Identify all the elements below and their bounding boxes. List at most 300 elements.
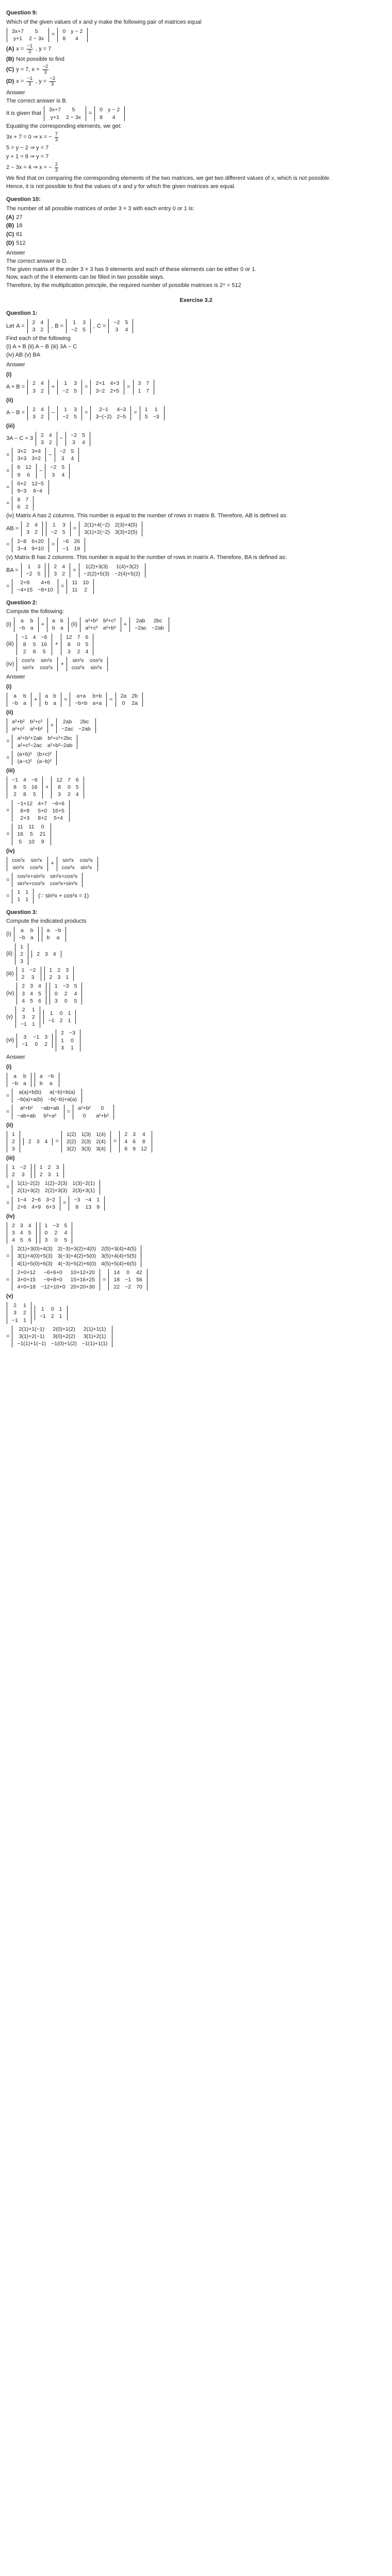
expression <box>6 496 34 511</box>
matrix-cell: −2 <box>29 967 36 974</box>
matrix <box>12 480 48 495</box>
question-9-title: Question 9: <box>6 10 38 16</box>
matrix-cell: cos²x <box>40 665 53 671</box>
expression <box>6 480 50 495</box>
matrix <box>7 28 49 42</box>
expression <box>6 162 59 173</box>
math-text: y + 1 = 8 ⇒ y = 7 <box>6 154 49 160</box>
matrix-cell: (b+c)² <box>37 751 52 757</box>
matrix-cell: 6 <box>38 997 41 1004</box>
math-text: = <box>6 500 10 506</box>
matrix-cell: 2 <box>20 951 24 957</box>
matrix-cell: 2ab <box>136 618 145 624</box>
matrix <box>35 1073 59 1087</box>
matrix-cell: −2 <box>125 1284 132 1291</box>
expression <box>6 521 143 536</box>
matrix-cell: 3+0+15 <box>17 1277 36 1283</box>
math-text: = <box>6 807 10 814</box>
matrix <box>12 448 46 462</box>
matrix-cell: 7 <box>67 777 71 784</box>
math-text: = <box>55 1138 59 1145</box>
matrix-cell: −2 <box>71 432 77 438</box>
matrix-cell: 1 <box>68 1010 71 1017</box>
matrix-cell: −b <box>47 1073 54 1079</box>
math-text: = <box>6 831 10 837</box>
matrix-cell: 8 <box>13 784 17 791</box>
expression <box>6 889 89 903</box>
matrix-cell: 2 <box>12 1138 15 1145</box>
expression <box>6 718 96 733</box>
part-ii: (ii) <box>6 709 13 716</box>
matrix-cell: 1 <box>44 1222 48 1229</box>
matrix-cell: 5 <box>74 983 77 990</box>
expression <box>6 1326 113 1348</box>
matrix <box>7 1164 31 1178</box>
matrix-cell: 3 <box>22 990 25 997</box>
matrix-cell: −3 <box>53 1222 59 1229</box>
fraction <box>42 64 49 75</box>
math-text: = <box>6 541 10 548</box>
matrix-cell: 1(4)+3(2) <box>116 563 139 570</box>
expression <box>6 1105 115 1119</box>
option-label: (D) <box>6 78 14 84</box>
matrix-cell: 3(1)+2(−2) <box>84 529 110 536</box>
matrix <box>79 563 145 578</box>
matrix-cell: 2 <box>64 990 68 997</box>
matrix <box>7 1073 31 1087</box>
expression <box>6 617 170 632</box>
matrix-cell: 2 <box>57 967 61 974</box>
math-text: = <box>127 384 130 391</box>
matrix-cell: 2 <box>49 974 53 981</box>
matrix-cell: 3 <box>54 570 57 577</box>
q3-v <box>6 1006 386 1028</box>
option-text <box>16 44 51 55</box>
matrix-cell: 5 <box>75 784 79 791</box>
matrix <box>119 1131 152 1153</box>
math-text: (iii) <box>6 970 14 977</box>
matrix-cell: −2 <box>51 529 57 536</box>
matrix-cell: b²+a² <box>43 1112 57 1119</box>
matrix-cell: 3 <box>22 1014 25 1021</box>
matrix-cell: 9 <box>96 1204 100 1210</box>
matrix-cell: 1(2)+3(3) <box>85 563 108 570</box>
expression <box>6 563 146 578</box>
matrix <box>12 464 37 478</box>
matrix-cell: −3 <box>153 413 159 420</box>
matrix-cell: 11 <box>17 824 23 831</box>
math-text: = <box>73 567 76 573</box>
expression <box>6 319 134 333</box>
math-text: − <box>39 468 43 474</box>
fraction <box>49 76 56 87</box>
expression <box>6 1073 60 1087</box>
matrix-cell: 5 <box>144 413 148 420</box>
matrix-cell: sin²x <box>80 864 92 871</box>
matrix <box>73 1105 114 1119</box>
given-equation <box>6 106 386 121</box>
part-i: (i) <box>6 684 12 690</box>
matrix-cell: 2bc <box>80 719 89 725</box>
math-text: (iv) <box>6 990 14 997</box>
matrix-cell: 5+4 <box>54 815 63 821</box>
q3-ans-i-1 <box>6 1073 386 1087</box>
matrix <box>35 1164 64 1178</box>
numerator: −1 <box>27 75 33 81</box>
matrix <box>90 406 131 420</box>
question-10-text: The number of all possible matrices of order 3 × 3 with each entry 0 or 1 is: <box>6 205 194 212</box>
matrix-cell: b+b <box>92 693 102 700</box>
matrix-cell: a²+c² <box>85 625 98 632</box>
denominator: 3 <box>55 137 58 143</box>
matrix-cell: 0 <box>54 1237 58 1244</box>
matrix-cell: 1−4 <box>17 1196 27 1203</box>
matrix-cell: −6 <box>41 634 47 640</box>
matrix-cell: 3(−3)+4(2)+5(0) <box>57 1253 96 1260</box>
q3-ii <box>6 943 386 965</box>
expression <box>6 132 59 143</box>
matrix-cell: (a+b)² <box>17 751 32 757</box>
matrix-cell: 1 <box>21 967 25 974</box>
matrix-cell: 4 <box>75 791 79 798</box>
matrix-cell: 4 <box>142 1131 145 1138</box>
math-text: = <box>6 892 10 899</box>
matrix-cell: 3 <box>31 974 35 981</box>
matrix <box>48 563 70 578</box>
matrix-cell: 1 <box>138 387 141 394</box>
matrix-cell: 1 <box>96 1196 100 1203</box>
math-text: (v) <box>6 1013 13 1020</box>
matrix-cell: 9 <box>17 471 21 478</box>
matrix-cell: 5+0 <box>38 807 47 814</box>
matrix-cell: 3 <box>66 967 69 974</box>
matrix-cell: 0 <box>44 1229 48 1236</box>
matrix-cell: a <box>53 700 56 707</box>
expression <box>6 1196 105 1211</box>
math-text: = <box>51 541 55 548</box>
expression <box>6 448 79 462</box>
matrix <box>12 823 51 845</box>
scalar-4 <box>6 480 386 495</box>
matrix-cell: 3×2 <box>31 455 41 462</box>
q2-ans-iii-2 <box>6 800 386 822</box>
option-2 <box>6 231 386 239</box>
matrix-cell: sin²x <box>22 665 34 671</box>
matrix-cell: 7 <box>146 380 150 387</box>
matrix-cell: 2 <box>47 1164 51 1171</box>
matrix-cell: sin²x <box>12 864 24 871</box>
matrix <box>35 1306 68 1320</box>
matrix-cell: 3−(−2) <box>95 413 112 420</box>
matrix-cell: 2+6 <box>17 1204 27 1210</box>
matrix-cell: cos²x <box>79 857 93 863</box>
question-9-equation <box>6 28 386 42</box>
matrix-cell: 1 <box>68 1018 71 1024</box>
matrix-cell: −6+6+0 <box>43 1269 62 1276</box>
matrix-cell: 2 <box>23 648 26 655</box>
q3-iv <box>6 982 386 1005</box>
correct-answer: The correct answer is D. <box>6 258 68 264</box>
matrix-cell: 1 <box>64 406 68 413</box>
matrix-cell: 3 <box>62 522 66 529</box>
math-text: 2 − 3x = 4 ⇒ x = − <box>6 164 52 171</box>
matrix-cell: a <box>49 1080 53 1087</box>
matrix-cell: 1 <box>49 967 53 974</box>
matrix <box>50 982 83 1005</box>
matrix-cell: 0 <box>101 1105 104 1112</box>
matrix <box>31 951 61 958</box>
matrix-cell: 1 <box>23 1317 26 1324</box>
matrix-cell: 3 <box>57 974 61 981</box>
matrix-cell: 4 <box>12 1237 15 1244</box>
scalar-5 <box>6 496 386 511</box>
expression <box>6 1222 73 1244</box>
math-text: (ii) <box>71 621 77 628</box>
matrix-cell: 3 <box>72 439 76 446</box>
matrix-cell: −9+8+0 <box>43 1277 62 1283</box>
matrix <box>44 967 74 981</box>
expression <box>6 692 143 707</box>
find-text: Find each of the following <box>6 335 71 342</box>
matrix <box>129 617 169 632</box>
matrix-cell: 3 <box>32 387 36 394</box>
math-text: A − B = <box>6 410 25 416</box>
compute-products-text: Compute the indicated products <box>6 918 87 925</box>
denominator: 3 <box>28 81 31 87</box>
matrix-cell: 8 <box>23 791 26 798</box>
matrix-cell: −4 <box>85 1196 92 1203</box>
matrix-cell: b²+c² <box>30 719 43 725</box>
matrix-cell: 0 <box>54 990 58 997</box>
part-iii: (iii) <box>6 768 15 774</box>
matrix-cell: 2 <box>25 504 29 511</box>
matrix-cell: 2(3) <box>81 1138 91 1145</box>
math-text: BA = <box>6 567 19 573</box>
matrix-cell: −2 <box>20 1164 26 1171</box>
matrix-cell: 5 <box>82 432 85 438</box>
matrix-cell: 2(2)+3(3) <box>44 1188 68 1194</box>
matrix <box>27 380 49 394</box>
expression <box>6 735 78 749</box>
matrix-cell: 2 <box>61 1030 64 1037</box>
matrix-cell: 5 <box>74 413 77 420</box>
math-text: = <box>61 583 64 589</box>
matrix <box>94 106 125 121</box>
expression <box>6 1180 101 1194</box>
matrix <box>56 1029 80 1052</box>
math-text: , y = <box>36 78 47 84</box>
matrix-cell: 8 <box>62 35 66 42</box>
expression <box>6 1006 76 1028</box>
option-1 <box>6 56 386 63</box>
expression <box>6 106 125 121</box>
matrix-cell: 1 <box>66 974 69 981</box>
matrix-cell: 0 <box>62 28 66 35</box>
matrix-cell: 9−3 <box>17 487 27 494</box>
matrix <box>14 617 39 632</box>
matrix-cell: 2+3 <box>20 815 30 821</box>
exercise-heading: Exercise 3.2 <box>179 297 213 304</box>
matrix-cell: 2 <box>35 529 38 536</box>
matrix <box>108 319 133 333</box>
matrix-cell: a²+b² <box>12 719 25 725</box>
expression <box>6 823 52 845</box>
correct-answer: The correct answer is B. <box>6 97 68 104</box>
matrix-cell: 3 <box>74 406 77 413</box>
matrix-cell: 3x+7 <box>48 107 61 113</box>
difference <box>6 406 386 420</box>
matrix <box>57 380 82 394</box>
matrix-cell: 4 <box>22 997 25 1004</box>
matrix-cell: −b <box>19 625 25 632</box>
matrix-cell: 0 <box>100 107 103 113</box>
answer-label: Answer <box>6 361 25 368</box>
matrix-cell: a <box>30 625 34 632</box>
q3-iii <box>6 967 386 981</box>
q2-ans-ii-3 <box>6 751 386 765</box>
math-text: + <box>41 621 45 628</box>
matrix-cell: a(a)+b(b) <box>19 1089 41 1096</box>
math-text: = <box>67 1109 71 1115</box>
part-iv: (iv) <box>6 848 15 854</box>
math-text: + <box>123 621 127 628</box>
matrix-cell: −6+6 <box>52 800 64 807</box>
matrix-cell: −b <box>55 927 61 934</box>
matrix-cell: 4 <box>71 455 74 462</box>
matrix-cell: 3×4 <box>31 448 41 455</box>
matrix-cell: 2 <box>40 432 44 438</box>
matrix-cell: 1 <box>50 1010 53 1017</box>
matrix-cell: cos²x <box>30 864 43 871</box>
option-text: 27 <box>16 214 23 221</box>
matrix-cell: 5 <box>83 326 86 333</box>
part-i: (i) <box>6 1063 12 1070</box>
matrix-cell: 5 <box>64 1222 68 1229</box>
ab-2 <box>6 538 386 552</box>
expression <box>6 927 67 941</box>
matrix-cell: 3 <box>52 471 55 478</box>
matrix-cell: 3 <box>20 1222 23 1229</box>
matrix-cell: 1 <box>17 889 21 896</box>
matrix <box>57 406 82 420</box>
ab-1 <box>6 521 386 536</box>
matrix-cell: −2ac <box>61 726 74 733</box>
answer-label: Answer <box>6 89 25 96</box>
matrix <box>61 634 93 656</box>
matrix-cell: y − 2 <box>108 107 120 113</box>
matrix-cell: 1 <box>39 1164 43 1171</box>
matrix-cell: 8 <box>58 784 61 791</box>
q2-ans-iii-3 <box>6 823 386 845</box>
matrix <box>46 521 71 536</box>
fraction <box>55 162 58 173</box>
matrix-cell: 2a <box>120 693 127 700</box>
matrix-cell: 6 <box>124 1145 128 1152</box>
math-text: A + B = <box>6 384 25 391</box>
matrix-cell: 2 <box>32 319 36 326</box>
matrix-cell: −2ab <box>152 625 164 632</box>
matrix-cell: −1 <box>33 1033 40 1040</box>
matrix-cell: 0 <box>59 1010 63 1017</box>
math-text: = <box>134 410 137 416</box>
matrix <box>12 579 58 594</box>
math-text: = <box>6 1109 10 1115</box>
expression <box>6 776 85 799</box>
scalar-1 <box>6 432 386 446</box>
matrix-cell: 7 <box>77 634 80 640</box>
expression <box>6 380 155 394</box>
matrix-cell: b²+c² <box>103 618 116 624</box>
option-label: (C) <box>6 231 14 238</box>
option-text <box>16 76 56 87</box>
option-3 <box>6 76 386 87</box>
matrix-cell: a+a <box>76 693 86 700</box>
matrix-cell: 56 <box>136 1277 142 1283</box>
matrix-cell: 2 <box>13 1302 17 1309</box>
matrix <box>7 1302 31 1324</box>
matrix-cell: 1 <box>73 319 76 326</box>
option-label: (B) <box>6 223 14 229</box>
matrix <box>57 28 88 42</box>
matrix-cell: 4+6 <box>41 580 51 586</box>
matrix-cell: 4(−3)+5(2)+6(0) <box>57 1260 96 1267</box>
denominator: 3 <box>51 81 54 87</box>
option-text <box>16 64 49 75</box>
matrix <box>7 1222 37 1244</box>
matrix-cell: 4 <box>61 471 65 478</box>
step-0 <box>6 132 386 143</box>
matrix-cell: −2 <box>62 387 69 394</box>
matrix-cell: 2−5 <box>117 413 126 420</box>
matrix-cell: 4 <box>75 35 78 42</box>
matrix-cell: b <box>46 935 50 941</box>
matrix-cell: 3 <box>61 1044 64 1051</box>
matrix <box>43 1010 76 1024</box>
matrix-cell: 3(1)+2(1) <box>83 1333 106 1340</box>
matrix <box>12 1105 64 1119</box>
matrix-cell: cos²x+sin²x <box>50 880 78 887</box>
matrix-cell: 5 <box>64 1237 68 1244</box>
matrix-cell: 1 <box>20 943 24 950</box>
part-iii: (iii) <box>6 422 15 429</box>
matrix-cell: 1 <box>12 1164 15 1171</box>
matrix-cell: 8 <box>67 641 71 648</box>
matrix <box>12 1089 81 1103</box>
matrix-cell: 14 <box>113 1269 120 1276</box>
expression <box>6 1302 68 1324</box>
option-label: (B) <box>6 56 14 62</box>
math-text: = <box>6 1333 10 1340</box>
matrix-cell: 5 <box>28 1229 31 1236</box>
matrix-cell: 2 <box>23 1310 26 1316</box>
matrix-cell: −2 <box>59 448 66 455</box>
matrix-cell: 2 <box>22 983 25 990</box>
matrix <box>12 1245 141 1267</box>
matrix-cell: 2 <box>40 326 44 333</box>
matrix-cell: 2 − 3x <box>66 114 81 121</box>
matrix-cell: y − 2 <box>71 28 83 35</box>
q3-ans-v-1 <box>6 1302 386 1324</box>
matrix-cell: 6+3 <box>46 1204 55 1210</box>
conclusion-1: We find that on comparing the corresponding elements of the two matrices, we get two different values of x, which is not possible. <box>6 175 331 182</box>
math-text: − <box>51 410 55 416</box>
matrix-cell: 13 <box>85 1204 92 1210</box>
matrix-cell: 2(−3)+3(2)+4(0) <box>57 1246 96 1252</box>
q2-ans-iv-1 <box>6 857 386 871</box>
matrix-cell: −b(a)+a(b) <box>17 1096 43 1103</box>
matrix-cell: 1 <box>71 1044 74 1051</box>
matrix-cell: 5 <box>23 784 26 791</box>
